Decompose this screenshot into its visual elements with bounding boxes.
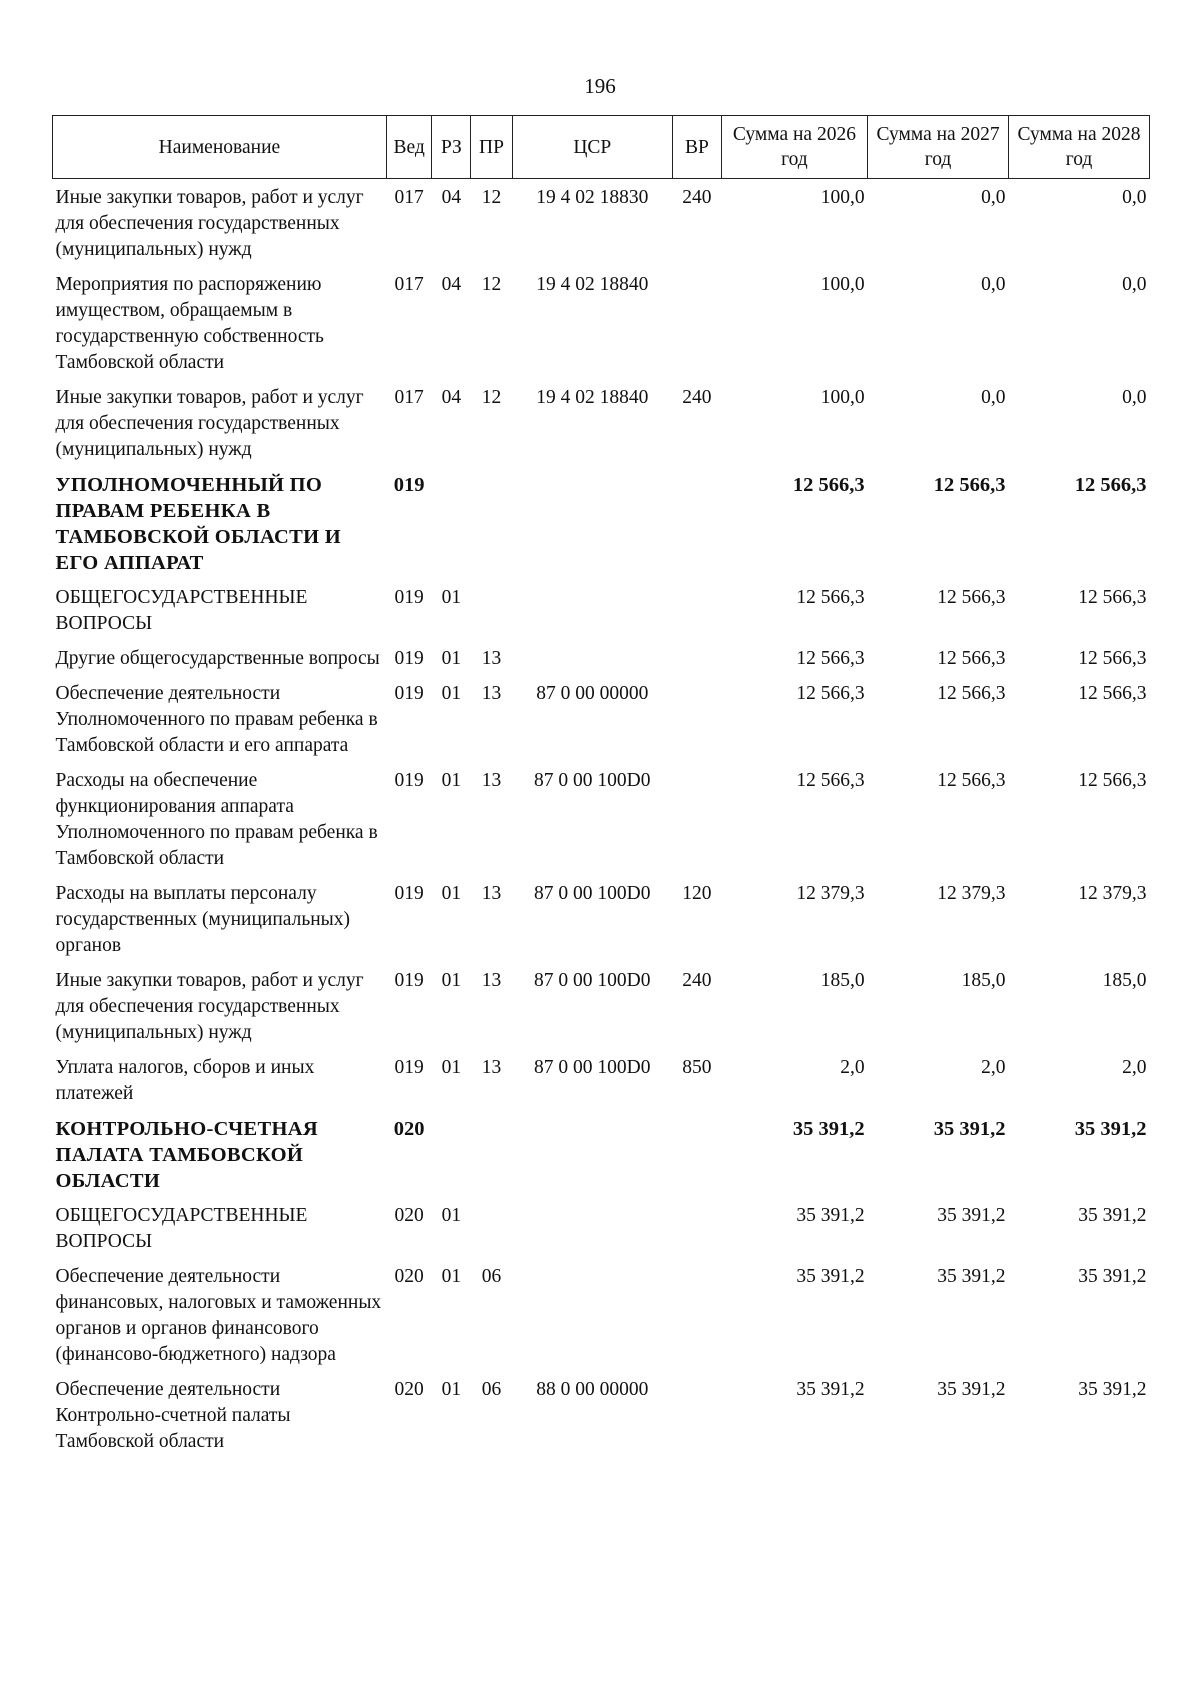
cell-ved: 019 bbox=[394, 648, 424, 669]
cell-ved: 019 bbox=[394, 770, 424, 791]
cell-sum-2026: 12 379,3 bbox=[796, 883, 865, 904]
cell-csr: 87 0 00 100D0 bbox=[534, 1057, 651, 1078]
table-row bbox=[53, 1371, 1150, 1458]
cell-pr: 13 bbox=[481, 1057, 502, 1078]
cell-rz: 01 bbox=[441, 970, 462, 991]
cell-vr bbox=[673, 266, 722, 379]
cell-pr bbox=[471, 1197, 512, 1258]
cell-rz: 01 bbox=[441, 883, 462, 904]
table-row bbox=[53, 266, 1150, 379]
cell-name: Расходы на обеспечение функционирования аппарата Уполномоченного по правам ребенка в Тамбовской области bbox=[55, 770, 378, 869]
cell-vr bbox=[673, 762, 722, 875]
cell-sum-2026: 35 391,2 bbox=[796, 1266, 865, 1287]
cell-sum-2028: 12 566,3 bbox=[1078, 648, 1147, 669]
table-row bbox=[53, 1197, 1150, 1258]
cell-vr bbox=[673, 675, 722, 762]
cell-ved: 020 bbox=[393, 1118, 425, 1140]
cell-name: Обеспечение деятельности Уполномоченного по правам ребенка в Тамбовской области и его аппарата bbox=[55, 683, 378, 756]
cell-name: Иные закупки товаров, работ и услуг для обеспечения государственных (муниципальных) нужд bbox=[55, 970, 364, 1043]
cell-rz bbox=[432, 466, 471, 579]
header-vr: ВР bbox=[673, 116, 722, 179]
cell-sum-2027: 12 566,3 bbox=[937, 648, 1006, 669]
table-row bbox=[53, 1049, 1150, 1110]
cell-csr bbox=[512, 640, 672, 675]
cell-ved: 019 bbox=[394, 1057, 424, 1078]
cell-name: УПОЛНОМОЧЕННЫЙ ПО ПРАВАМ РЕБЕНКА В ТАМБОВСКОЙ ОБЛАСТИ И ЕГО АППАРАТ bbox=[55, 474, 342, 574]
cell-sum-2028: 12 379,3 bbox=[1078, 883, 1147, 904]
cell-ved: 019 bbox=[393, 474, 425, 496]
cell-pr: 13 bbox=[481, 770, 502, 791]
cell-ved: 017 bbox=[394, 274, 424, 295]
cell-vr bbox=[673, 579, 722, 640]
cell-csr bbox=[512, 579, 672, 640]
cell-vr bbox=[673, 1258, 722, 1371]
header-ved: Вед bbox=[386, 116, 432, 179]
table-body bbox=[53, 179, 1150, 1459]
cell-ved: 019 bbox=[394, 683, 424, 704]
cell-csr bbox=[512, 466, 672, 579]
cell-name: Другие общегосударственные вопросы bbox=[55, 648, 380, 669]
header-csr: ЦСР bbox=[512, 116, 672, 179]
cell-vr bbox=[673, 1110, 722, 1197]
cell-csr bbox=[512, 1197, 672, 1258]
cell-sum-2026: 2,0 bbox=[840, 1057, 865, 1078]
cell-sum-2026: 35 391,2 bbox=[796, 1379, 865, 1400]
header-sum-2026: Сумма на 2026 год bbox=[721, 116, 867, 179]
cell-sum-2028: 0,0 bbox=[1122, 274, 1147, 295]
header-sum-2027: Сумма на 2027 год bbox=[868, 116, 1009, 179]
cell-sum-2028: 12 566,3 bbox=[1074, 474, 1147, 496]
cell-pr bbox=[471, 1110, 512, 1197]
cell-sum-2027: 0,0 bbox=[981, 187, 1006, 208]
cell-csr: 19 4 02 18840 bbox=[536, 387, 649, 408]
cell-vr: 240 bbox=[682, 187, 712, 208]
cell-sum-2026: 185,0 bbox=[820, 970, 865, 991]
cell-rz: 01 bbox=[441, 770, 462, 791]
cell-name: Обеспечение деятельности Контрольно-счетной палаты Тамбовской области bbox=[55, 1379, 291, 1452]
cell-ved: 019 bbox=[394, 970, 424, 991]
cell-rz: 01 bbox=[441, 683, 462, 704]
cell-csr: 87 0 00 100D0 bbox=[534, 970, 651, 991]
cell-sum-2027: 12 566,3 bbox=[937, 683, 1006, 704]
cell-sum-2026: 100,0 bbox=[820, 274, 865, 295]
cell-pr: 06 bbox=[481, 1266, 502, 1287]
cell-sum-2027: 35 391,2 bbox=[937, 1379, 1006, 1400]
cell-rz: 01 bbox=[441, 1266, 462, 1287]
cell-name: КОНТРОЛЬНО-СЧЕТНАЯ ПАЛАТА ТАМБОВСКОЙ ОБЛАСТИ bbox=[55, 1118, 318, 1192]
header-pr: ПР bbox=[471, 116, 512, 179]
cell-sum-2028: 2,0 bbox=[1122, 1057, 1147, 1078]
cell-sum-2026: 12 566,3 bbox=[796, 587, 865, 608]
cell-name: ОБЩЕГОСУДАРСТВЕННЫЕ ВОПРОСЫ bbox=[55, 587, 308, 634]
cell-csr bbox=[512, 1110, 672, 1197]
cell-vr bbox=[673, 1371, 722, 1458]
cell-sum-2026: 35 391,2 bbox=[792, 1118, 865, 1140]
cell-sum-2027: 0,0 bbox=[981, 274, 1006, 295]
cell-sum-2027: 35 391,2 bbox=[937, 1266, 1006, 1287]
cell-ved: 020 bbox=[394, 1205, 424, 1226]
cell-sum-2028: 0,0 bbox=[1122, 187, 1147, 208]
table-row bbox=[53, 579, 1150, 640]
cell-sum-2028: 12 566,3 bbox=[1078, 683, 1147, 704]
table-row bbox=[53, 675, 1150, 762]
cell-ved: 020 bbox=[394, 1379, 424, 1400]
cell-rz: 04 bbox=[441, 187, 462, 208]
cell-name: Расходы на выплаты персоналу государственных (муниципальных) органов bbox=[55, 883, 351, 956]
cell-sum-2026: 12 566,3 bbox=[796, 648, 865, 669]
cell-sum-2026: 100,0 bbox=[820, 187, 865, 208]
cell-pr: 13 bbox=[481, 648, 502, 669]
cell-name: Мероприятия по распоряжению имуществом, обращаемым в государственную собственность Тамбовской области bbox=[55, 274, 324, 373]
cell-pr: 12 bbox=[481, 187, 502, 208]
cell-csr bbox=[512, 1258, 672, 1371]
cell-vr bbox=[673, 640, 722, 675]
cell-sum-2028: 35 391,2 bbox=[1078, 1205, 1147, 1226]
cell-vr: 240 bbox=[682, 387, 712, 408]
table-row bbox=[53, 1258, 1150, 1371]
cell-vr: 120 bbox=[682, 883, 712, 904]
cell-sum-2027: 35 391,2 bbox=[933, 1118, 1006, 1140]
cell-sum-2028: 35 391,2 bbox=[1074, 1118, 1147, 1140]
cell-vr bbox=[673, 466, 722, 579]
header-rz: РЗ bbox=[432, 116, 471, 179]
table-row bbox=[53, 179, 1150, 267]
cell-sum-2027: 185,0 bbox=[961, 970, 1006, 991]
cell-sum-2026: 12 566,3 bbox=[796, 683, 865, 704]
cell-csr: 19 4 02 18840 bbox=[536, 274, 649, 295]
cell-sum-2026: 12 566,3 bbox=[796, 770, 865, 791]
table-row bbox=[53, 762, 1150, 875]
cell-sum-2027: 12 566,3 bbox=[937, 770, 1006, 791]
cell-sum-2027: 12 379,3 bbox=[937, 883, 1006, 904]
cell-sum-2027: 0,0 bbox=[981, 387, 1006, 408]
cell-sum-2027: 2,0 bbox=[981, 1057, 1006, 1078]
cell-sum-2028: 35 391,2 bbox=[1078, 1379, 1147, 1400]
cell-rz: 04 bbox=[441, 387, 462, 408]
table-header bbox=[53, 116, 1150, 179]
budget-table bbox=[52, 115, 1150, 1458]
cell-pr: 12 bbox=[481, 274, 502, 295]
cell-sum-2028: 35 391,2 bbox=[1078, 1266, 1147, 1287]
cell-pr: 13 bbox=[481, 970, 502, 991]
cell-sum-2027: 12 566,3 bbox=[933, 474, 1006, 496]
cell-pr: 06 bbox=[481, 1379, 502, 1400]
table-row bbox=[53, 962, 1150, 1049]
cell-pr: 13 bbox=[481, 883, 502, 904]
cell-pr: 13 bbox=[481, 683, 502, 704]
table-row bbox=[53, 1110, 1150, 1197]
cell-sum-2028: 12 566,3 bbox=[1078, 770, 1147, 791]
cell-csr: 87 0 00 00000 bbox=[536, 683, 649, 704]
cell-sum-2026: 35 391,2 bbox=[796, 1205, 865, 1226]
cell-ved: 017 bbox=[394, 387, 424, 408]
table-row bbox=[53, 379, 1150, 466]
table-row bbox=[53, 466, 1150, 579]
cell-name: Иные закупки товаров, работ и услуг для обеспечения государственных (муниципальных) нужд bbox=[55, 387, 364, 460]
cell-sum-2026: 100,0 bbox=[820, 387, 865, 408]
cell-name: ОБЩЕГОСУДАРСТВЕННЫЕ ВОПРОСЫ bbox=[55, 1205, 308, 1252]
cell-sum-2026: 12 566,3 bbox=[792, 474, 865, 496]
cell-csr: 19 4 02 18830 bbox=[536, 187, 649, 208]
cell-ved: 017 bbox=[394, 187, 424, 208]
cell-pr: 12 bbox=[481, 387, 502, 408]
table-row bbox=[53, 640, 1150, 675]
header-name: Наименование bbox=[53, 116, 387, 179]
cell-vr bbox=[673, 1197, 722, 1258]
cell-rz: 01 bbox=[441, 587, 462, 608]
cell-ved: 019 bbox=[394, 587, 424, 608]
cell-csr: 87 0 00 100D0 bbox=[534, 770, 651, 791]
cell-sum-2027: 35 391,2 bbox=[937, 1205, 1006, 1226]
cell-ved: 020 bbox=[394, 1266, 424, 1287]
page-number: 196 bbox=[584, 74, 616, 98]
cell-rz: 01 bbox=[441, 1379, 462, 1400]
cell-sum-2028: 0,0 bbox=[1122, 387, 1147, 408]
cell-sum-2028: 12 566,3 bbox=[1078, 587, 1147, 608]
cell-csr: 88 0 00 00000 bbox=[536, 1379, 649, 1400]
cell-vr: 850 bbox=[682, 1057, 712, 1078]
cell-rz: 01 bbox=[441, 648, 462, 669]
cell-vr: 240 bbox=[682, 970, 712, 991]
cell-sum-2027: 12 566,3 bbox=[937, 587, 1006, 608]
cell-sum-2028: 185,0 bbox=[1102, 970, 1147, 991]
cell-pr bbox=[471, 579, 512, 640]
cell-name: Уплата налогов, сборов и иных платежей bbox=[55, 1057, 315, 1104]
cell-rz: 04 bbox=[441, 274, 462, 295]
cell-csr: 87 0 00 100D0 bbox=[534, 883, 651, 904]
header-sum-2028: Сумма на 2028 год bbox=[1009, 116, 1150, 179]
cell-pr bbox=[471, 466, 512, 579]
cell-rz: 01 bbox=[441, 1205, 462, 1226]
cell-name: Иные закупки товаров, работ и услуг для обеспечения государственных (муниципальных) нужд bbox=[55, 187, 364, 260]
table-row bbox=[53, 875, 1150, 962]
cell-rz: 01 bbox=[441, 1057, 462, 1078]
cell-ved: 019 bbox=[394, 883, 424, 904]
cell-name: Обеспечение деятельности финансовых, налоговых и таможенных органов и органов финансового (финансово-бюджетного) надзора bbox=[55, 1266, 382, 1365]
cell-rz bbox=[432, 1110, 471, 1197]
